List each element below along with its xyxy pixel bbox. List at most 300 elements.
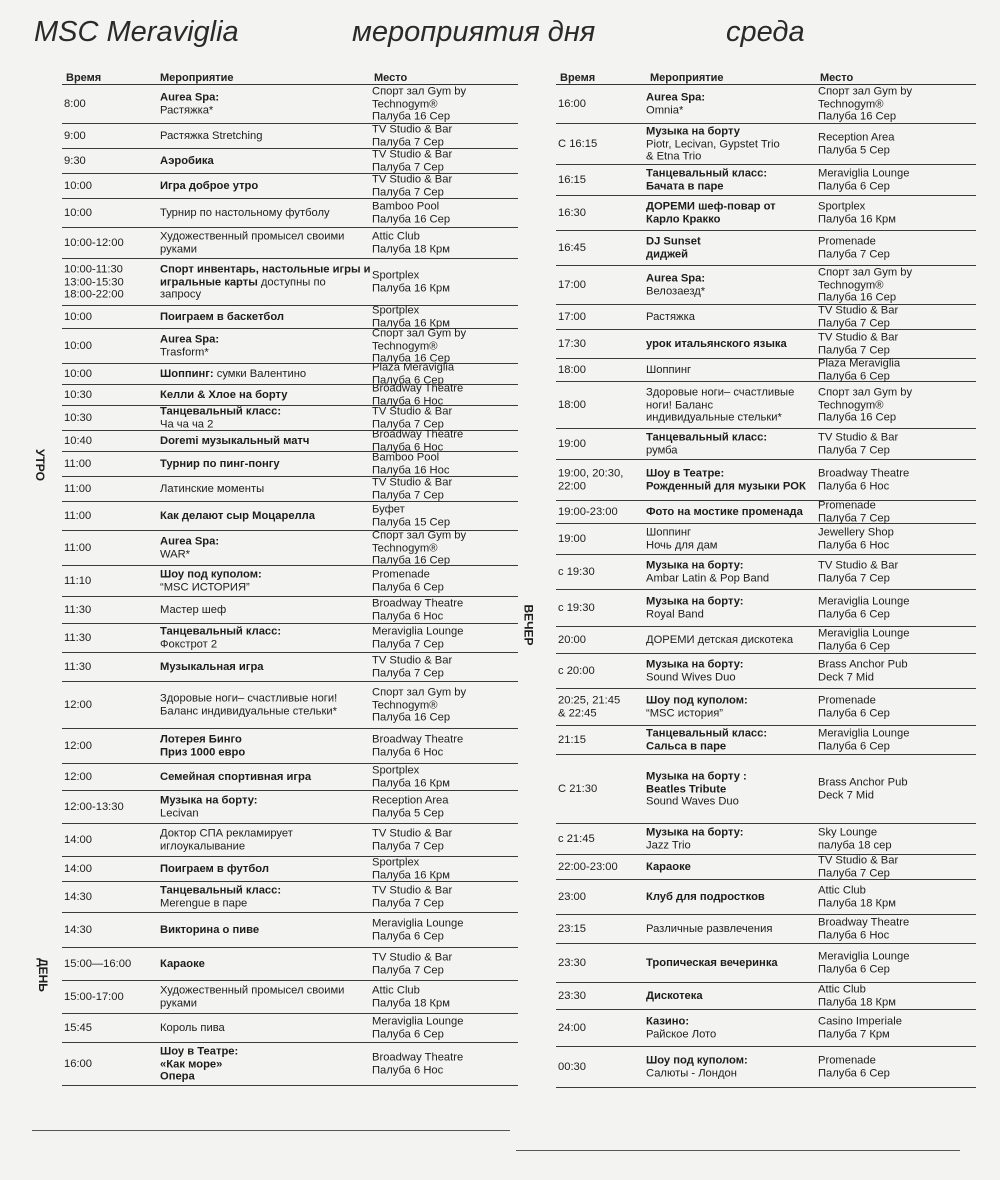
event-time: 12:00 — [64, 770, 92, 783]
event-title: Музыка на борту: — [160, 794, 258, 807]
schedule-row — [62, 653, 518, 682]
event-time: 17:00 — [558, 278, 586, 291]
event-title: Фото на мостике променада — [646, 505, 803, 518]
event-title: Музыка на борту — [646, 125, 740, 138]
schedule-row — [62, 329, 518, 364]
event-detail: Велозаезд* — [646, 285, 706, 297]
event-place: Sportplex Палуба 16 Крм — [372, 304, 450, 329]
event-name — [160, 406, 372, 431]
event-detail: Royal Band — [646, 608, 704, 620]
event-name — [646, 827, 818, 852]
event-place: Meraviglia Lounge Палуба 7 Сер — [372, 625, 464, 650]
event-title: Здоровые ноги– счастливые ноги! Баланс индивидуальные стельки* — [160, 692, 338, 717]
schedule-row — [556, 590, 976, 627]
event-name — [160, 483, 372, 496]
schedule-row — [556, 1010, 976, 1047]
event-time: С 21:30 — [558, 782, 598, 795]
schedule-row — [556, 824, 976, 855]
event-name — [160, 155, 372, 168]
event-place: TV Studio & Bar Палуба 7 Сер — [372, 405, 453, 430]
event-place: Спорт зал Gym by Technogym® Палуба 16 Сер — [818, 386, 913, 424]
event-title: Шоппинг — [646, 363, 692, 376]
event-time: 23:30 — [558, 956, 586, 969]
event-name — [160, 334, 372, 359]
event-title: Поиграем в баскетбол — [160, 310, 284, 323]
event-name — [646, 338, 818, 351]
event-name — [646, 125, 818, 163]
event-name — [646, 659, 818, 684]
event-place: Reception Area Палуба 5 Сер — [372, 794, 449, 819]
schedule-row — [62, 981, 518, 1014]
event-title: Музыка на борту: — [646, 658, 744, 671]
event-time: 11:30 — [64, 603, 92, 616]
event-title: ДОРЕМИ детская дискотека — [646, 633, 794, 646]
column-header — [62, 62, 518, 85]
event-time: 23:00 — [558, 890, 586, 903]
event-time: 10:30 — [64, 411, 92, 424]
event-detail: сумки Валентино — [213, 367, 307, 380]
schedule-row — [62, 199, 518, 228]
side-label-evening: ВЕЧЕР — [521, 604, 536, 646]
event-name — [646, 990, 818, 1003]
schedule-row — [62, 948, 518, 981]
event-name — [160, 231, 372, 256]
event-title: Aurea Spa: — [160, 91, 220, 104]
event-detail: Райское Лото — [646, 1028, 717, 1040]
event-title: Как делают сыр Моцарелла — [160, 509, 316, 522]
event-detail: Piotr, Lecivan, Gypstet Trio & Etna Trio — [646, 137, 780, 163]
event-name — [646, 596, 818, 621]
event-title: Шоу в Театре: Рожденный для музыки РОК — [646, 467, 806, 492]
event-place: Plaza Meraviglia Палуба 6 Сер — [372, 361, 455, 386]
schedule-row — [556, 983, 976, 1010]
event-time: 14:30 — [64, 890, 92, 903]
event-detail: WAR* — [160, 548, 191, 560]
event-place: Спорт зал Gym by Technogym® Палуба 16 Сер — [818, 85, 913, 123]
event-name — [646, 168, 818, 193]
event-place: Sportplex Палуба 16 Крм — [372, 856, 450, 881]
event-time: 16:00 — [558, 97, 586, 110]
event-place: Broadway Theatre Палуба 6 Нос — [372, 382, 464, 407]
schedule-row — [556, 755, 976, 824]
schedule-row — [62, 174, 518, 199]
event-place: TV Studio & Bar Палуба 7 Сер — [818, 431, 899, 456]
event-place: Broadway Theatre Палуба 6 Нос — [818, 916, 910, 941]
event-name — [160, 604, 372, 617]
event-title: Музыкальная игра — [160, 660, 264, 673]
event-place: Meraviglia Lounge Палуба 6 Сер — [372, 917, 464, 942]
event-place: TV Studio & Bar Палуба 7 Сер — [372, 884, 453, 909]
event-name — [160, 795, 372, 820]
event-place: Meraviglia Lounge Палуба 6 Сер — [372, 1015, 464, 1040]
schedule-row — [62, 764, 518, 791]
event-name — [160, 626, 372, 651]
event-place: Broadway Theatre Палуба 6 Нос — [818, 467, 910, 492]
event-name — [646, 273, 818, 298]
event-time: 10:00-12:00 — [64, 236, 124, 249]
event-time: 18:00 — [558, 363, 586, 376]
event-name — [160, 924, 372, 937]
event-title: Шоу под куполом: — [160, 568, 262, 581]
event-time: 21:15 — [558, 733, 586, 746]
event-time: 10:00 — [64, 206, 92, 219]
event-title: Aurea Spa: — [646, 272, 706, 285]
event-place: TV Studio & Bar Палуба 7 Сер — [372, 123, 453, 148]
event-place: Meraviglia Lounge Палуба 6 Сер — [818, 167, 910, 192]
event-title: Танцевальный класс: Сальса в паре — [646, 727, 768, 752]
schedule-row — [556, 726, 976, 755]
event-time: 10:00 — [64, 339, 92, 352]
event-name — [160, 389, 372, 402]
page-title: мероприятия дня — [352, 16, 596, 48]
event-name — [160, 985, 372, 1010]
event-name — [646, 236, 818, 261]
event-time: 23:30 — [558, 989, 586, 1002]
event-time: 11:10 — [64, 574, 92, 587]
ship-name: MSC Meraviglia — [34, 16, 239, 48]
event-place: Broadway Theatre Палуба 6 Нос — [372, 1051, 464, 1076]
schedule-row — [62, 682, 518, 729]
event-title: Келли & Хлое на борту — [160, 388, 288, 401]
event-name — [646, 506, 818, 519]
event-name — [160, 1045, 372, 1083]
event-title: Растяжка — [646, 310, 695, 323]
event-title: Doremi музыкальный матч — [160, 434, 310, 447]
event-place: Attic Club Палуба 18 Крм — [818, 983, 896, 1008]
event-title: Мастер шеф — [160, 603, 227, 616]
event-time: 9:00 — [64, 129, 86, 142]
right-rows — [556, 85, 976, 1088]
event-title: Растяжка Stretching — [160, 129, 263, 142]
event-name — [160, 828, 372, 853]
event-name — [646, 957, 818, 970]
event-time: 10:00 — [64, 179, 92, 192]
day-name: среда — [726, 16, 805, 48]
event-name — [160, 661, 372, 674]
side-label-morning: УТРО — [32, 449, 47, 481]
schedule-row — [62, 502, 518, 531]
event-place: TV Studio & Bar Палуба 7 Сер — [372, 173, 453, 198]
event-detail: Merengue в паре — [160, 897, 248, 909]
event-place: Promenade Палуба 7 Сер — [818, 235, 890, 260]
event-name — [160, 693, 372, 718]
event-name — [646, 468, 818, 493]
event-title: Шоу под куполом: — [646, 694, 748, 707]
event-time: 9:30 — [64, 154, 86, 167]
event-title: Казино: — [646, 1015, 690, 1028]
schedule-row — [556, 855, 976, 880]
event-name — [646, 527, 818, 552]
event-place: Promenade Палуба 6 Сер — [372, 568, 444, 593]
event-place: Attic Club Палуба 18 Крм — [372, 984, 450, 1009]
event-title: Художественный промысел своими руками — [160, 230, 345, 255]
schedule-row — [556, 359, 976, 382]
event-time: 11:00 — [64, 509, 92, 522]
event-detail: “MSC ИСТОРИЯ” — [160, 581, 250, 593]
event-title: Турнир по настольному футболу — [160, 206, 330, 219]
event-title: Шоппинг: — [160, 367, 214, 380]
event-place: Attic Club Палуба 18 Крм — [818, 884, 896, 909]
event-place: Meraviglia Lounge Палуба 6 Сер — [818, 950, 910, 975]
event-name — [160, 435, 372, 448]
event-time: 15:00-17:00 — [64, 990, 124, 1003]
event-time: 10:40 — [64, 434, 92, 447]
schedule-row — [556, 524, 976, 555]
event-name — [646, 770, 818, 808]
event-place: Casino Imperiale Палуба 7 Крм — [818, 1015, 902, 1040]
event-time: 20:25, 21:45 & 22:45 — [558, 694, 621, 719]
schedule-row — [62, 882, 518, 913]
event-time: 17:00 — [558, 310, 586, 323]
event-time: 12:00 — [64, 698, 92, 711]
event-name — [160, 263, 372, 301]
event-time: 10:00 — [64, 367, 92, 380]
event-title: Танцевальный класс: — [160, 625, 282, 638]
event-detail: Trasform* — [160, 346, 209, 358]
event-time: 19:00 — [558, 437, 586, 450]
event-name — [160, 958, 372, 971]
event-place: Sky Lounge палуба 18 сер — [818, 826, 892, 851]
divider — [32, 1130, 510, 1131]
schedule-row — [62, 477, 518, 502]
schedule-row — [62, 85, 518, 124]
event-title: Шоу в Театре: «Как море» Опера — [160, 1045, 239, 1083]
schedule-row — [556, 501, 976, 524]
event-name — [160, 130, 372, 143]
event-time: 14:00 — [64, 862, 92, 875]
event-place: TV Studio & Bar Палуба 7 Сер — [372, 654, 453, 679]
schedule-left-column — [62, 62, 518, 1086]
event-time: 14:00 — [64, 833, 92, 846]
event-title: Aurea Spa: — [160, 333, 220, 346]
schedule-row — [62, 428, 518, 453]
event-time: с 21:45 — [558, 832, 595, 845]
event-time: с 19:30 — [558, 601, 595, 614]
schedule-row — [556, 231, 976, 266]
event-time: 19:00, 20:30, 22:00 — [558, 467, 624, 492]
schedule-row — [556, 555, 976, 590]
event-name — [160, 458, 372, 471]
event-place: Meraviglia Lounge Палуба 6 Сер — [818, 595, 910, 620]
event-name — [160, 863, 372, 876]
event-title: Викторина о пиве — [160, 923, 260, 936]
event-place: Promenade Палуба 6 Сер — [818, 1054, 890, 1079]
event-place: Sportplex Палуба 16 Крм — [818, 200, 896, 225]
event-time: 22:00-23:00 — [558, 860, 618, 873]
schedule-row — [62, 149, 518, 174]
event-title: Клуб для подростков — [646, 890, 765, 903]
event-name — [160, 1022, 372, 1035]
schedule-row — [556, 165, 976, 196]
event-place: Plaza Meraviglia Палуба 6 Сер — [818, 357, 901, 382]
event-time: 10:00-11:30 13:00-15:30 18:00-22:00 — [64, 263, 124, 301]
event-place: Attic Club Палуба 18 Крм — [372, 230, 450, 255]
event-place: Буфет Палуба 15 Сер — [372, 503, 451, 528]
event-name — [646, 634, 818, 647]
event-title: Шоппинг Ночь для дам — [646, 526, 718, 551]
event-title: Латинские моменты — [160, 482, 265, 495]
event-name — [646, 923, 818, 936]
event-place: Bamboo Pool Палуба 16 Сер — [372, 200, 451, 225]
event-name — [160, 771, 372, 784]
event-title: Музыка на борту: — [646, 559, 744, 572]
schedule-row — [62, 531, 518, 566]
schedule-right-column — [556, 62, 976, 1088]
event-title: Поиграем в футбол — [160, 862, 269, 875]
event-time: 23:15 — [558, 922, 586, 935]
event-time: с 19:30 — [558, 565, 595, 578]
schedule-row — [62, 259, 518, 306]
event-name — [160, 368, 372, 381]
schedule-row — [62, 824, 518, 857]
event-time: 18:00 — [558, 398, 586, 411]
event-time: 11:30 — [64, 631, 92, 644]
column-header — [556, 62, 976, 85]
event-place: TV Studio & Bar Палуба 7 Сер — [372, 827, 453, 852]
event-place: Broadway Theatre Палуба 6 Нос — [372, 597, 464, 622]
event-time: 15:45 — [64, 1021, 92, 1034]
schedule-row — [556, 654, 976, 689]
event-title: DJ Sunset диджей — [646, 235, 701, 260]
event-title: Спорт инвентарь, настольные игры и игральные карты — [160, 263, 371, 288]
event-title: Аэробика — [160, 154, 214, 167]
event-time: 12:00-13:30 — [64, 800, 124, 813]
event-detail: Lecivan — [160, 807, 199, 819]
event-title: ДОРЕМИ шеф-повар от Карло Кракко — [646, 200, 776, 225]
event-title: Музыка на борту: — [646, 595, 744, 608]
event-title: Турнир по пинг-понгу — [160, 457, 280, 470]
event-name — [646, 695, 818, 720]
schedule-row — [62, 913, 518, 948]
event-title: Танцевальный класс: Бачата в паре — [646, 167, 768, 192]
event-detail: Sound Waves Duo — [646, 795, 739, 808]
event-name — [646, 891, 818, 904]
event-title: Лотерея Бинго Приз 1000 евро — [160, 733, 246, 758]
schedule-row — [62, 624, 518, 653]
event-detail: Ча ча ча 2 — [160, 418, 214, 430]
event-place: Meraviglia Lounge Палуба 6 Сер — [818, 727, 910, 752]
event-place: TV Studio & Bar Палуба 7 Сер — [818, 304, 899, 329]
event-name — [160, 207, 372, 220]
event-time: 19:00-23:00 — [558, 505, 618, 518]
schedule-row — [556, 627, 976, 654]
left-rows — [62, 85, 518, 1086]
event-place: TV Studio & Bar Палуба 7 Сер — [372, 951, 453, 976]
event-title: Дискотека — [646, 989, 703, 1002]
event-place: Bamboo Pool Палуба 16 Нос — [372, 451, 450, 476]
event-place: TV Studio & Bar Палуба 7 Сер — [818, 854, 899, 879]
event-time: с 20:00 — [558, 664, 595, 677]
event-name — [646, 1016, 818, 1041]
event-place: TV Studio & Bar Палуба 7 Сер — [818, 331, 899, 356]
event-name — [646, 861, 818, 874]
event-name — [646, 201, 818, 226]
event-place: TV Studio & Bar Палуба 7 Сер — [372, 148, 453, 173]
schedule-row — [62, 228, 518, 259]
event-name — [646, 728, 818, 753]
event-place: Спорт зал Gym by Technogym® Палуба 16 Сер — [372, 686, 467, 724]
event-title: Танцевальный класс: — [160, 884, 282, 897]
event-title: Караоке — [160, 957, 205, 970]
event-place: Спорт зал Gym by Technogym® Палуба 16 Сер — [818, 266, 913, 304]
event-place: Reception Area Палуба 5 Сер — [818, 131, 895, 156]
event-time: 20:00 — [558, 633, 586, 646]
schedule-row — [62, 1014, 518, 1043]
header-place: Место — [374, 72, 408, 84]
event-place: Broadway Theatre Палуба 6 Нос — [372, 428, 464, 453]
schedule-row — [62, 791, 518, 824]
header-time: Время — [66, 72, 102, 84]
event-name — [160, 569, 372, 594]
event-title: Танцевальный класс: — [160, 405, 282, 418]
event-detail: Omnia* — [646, 104, 684, 116]
schedule-row — [556, 460, 976, 501]
schedule-row — [556, 689, 976, 726]
event-title: Караоке — [646, 860, 691, 873]
event-place: Спорт зал Gym by Technogym® Палуба 16 Сер — [372, 529, 467, 567]
event-time: 10:30 — [64, 388, 92, 401]
event-name — [646, 92, 818, 117]
event-detail: Jazz Trio — [646, 839, 691, 851]
schedule-row — [62, 452, 518, 477]
event-title: Художественный промысел своими руками — [160, 984, 345, 1009]
event-time: 16:00 — [64, 1057, 92, 1070]
event-name — [646, 560, 818, 585]
event-title: Тропическая вечеринка — [646, 956, 778, 969]
event-title: Шоу под куполом: — [646, 1054, 748, 1067]
schedule-row — [556, 330, 976, 359]
event-place: Brass Anchor Pub Deck 7 Mid — [818, 776, 908, 801]
event-detail: Фокстрот 2 — [160, 638, 218, 650]
event-time: 12:00 — [64, 739, 92, 752]
header-time: Время — [560, 72, 596, 84]
event-detail: Ambar Latin & Pop Band — [646, 572, 770, 584]
divider — [516, 1150, 960, 1151]
event-name — [646, 386, 818, 424]
event-place: TV Studio & Bar Палуба 7 Сер — [372, 476, 453, 501]
event-title: Здоровые ноги– счастливые ноги! Баланс индивидуальные стельки* — [646, 386, 795, 424]
event-place: Promenade Палуба 7 Сер — [818, 499, 890, 524]
event-title: Aurea Spa: — [160, 535, 220, 548]
schedule-row — [556, 880, 976, 915]
event-title: Игра доброе утро — [160, 179, 259, 192]
schedule-row — [62, 597, 518, 624]
event-name — [160, 311, 372, 324]
event-detail: Салюты - Лондон — [646, 1067, 737, 1079]
schedule-row — [62, 729, 518, 764]
event-time: 10:00 — [64, 310, 92, 323]
event-place: Jewellery Shop Палуба 6 Нос — [818, 526, 894, 551]
event-place: Promenade Палуба 6 Сер — [818, 694, 890, 719]
event-name — [160, 92, 372, 117]
schedule-row — [62, 382, 518, 407]
header-place: Место — [820, 72, 854, 84]
event-title: Различные развлечения — [646, 922, 773, 935]
event-time: 11:30 — [64, 660, 92, 673]
event-name — [646, 311, 818, 324]
schedule-row — [556, 382, 976, 429]
event-name — [160, 734, 372, 759]
event-time: 14:30 — [64, 923, 92, 936]
schedule-row — [62, 1043, 518, 1086]
event-time: 16:15 — [558, 173, 586, 186]
event-time: 11:00 — [64, 457, 92, 470]
event-time: 11:00 — [64, 482, 92, 495]
event-time: 15:00—16:00 — [64, 957, 132, 970]
event-title: Музыка на борту : Beatles Tribute — [646, 770, 747, 795]
event-detail: “MSC история” — [646, 707, 724, 719]
header-event: Мероприятие — [650, 72, 724, 84]
